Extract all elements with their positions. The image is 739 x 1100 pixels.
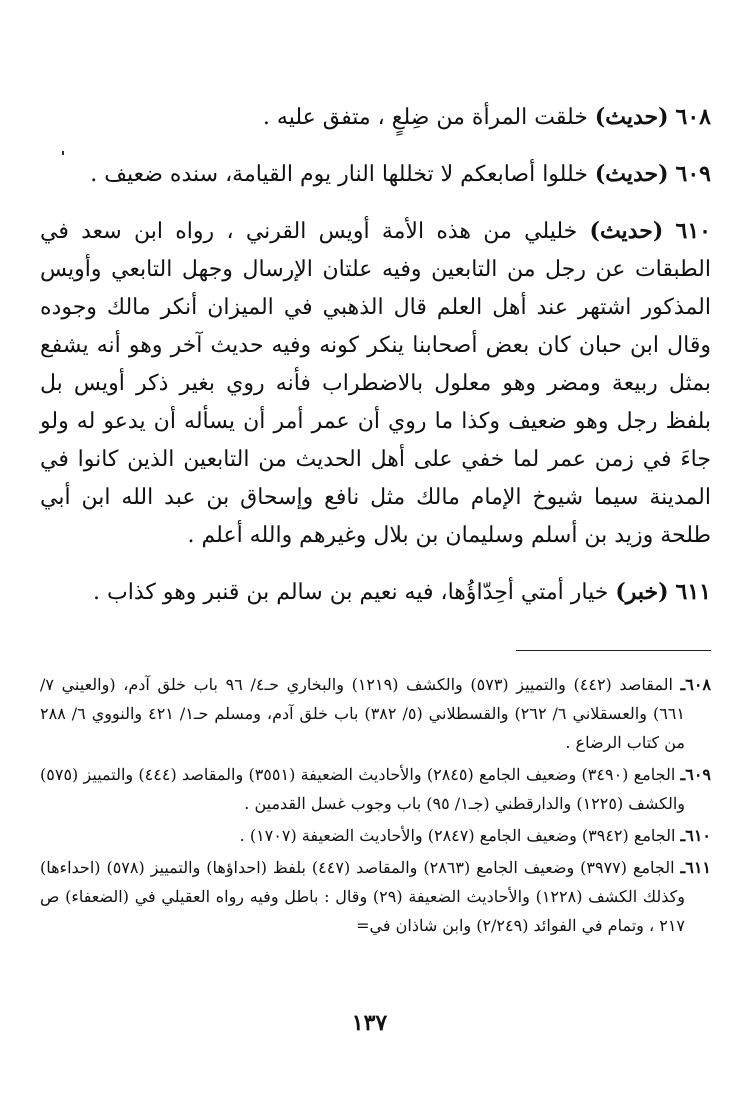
page-number: ١٣٧ — [351, 1010, 388, 1036]
footnote-608 — [40, 670, 711, 757]
footnote-text: الجامع (٣٩٧٧) وضعيف الجامع (٢٨٦٣) والمقاصد (٤٤٧) بلفظ (احداؤها) والتمييز (٥٧٨) (احداءها) وكذلك الكشف (١٢٢٨) والأحاديث الضعيفة (٢٩) وقال : باطل وفيه رواه العقيلي في (الضعفاء) ص ٢١٧ ، وتمام في الفوائد (٢/٢٤٩) وابن شاذان في= — [40, 858, 685, 935]
entry-tag: (حديث) — [594, 161, 669, 187]
entry-text: خلقت المرأة من ضِلعٍ ، متفق عليه . — [262, 105, 588, 130]
footnote-number: ٦٠٨ـ — [680, 675, 712, 694]
entry-number: ٦٠٨ — [675, 104, 711, 130]
entry-611 — [40, 573, 711, 612]
entry-text: خيار أمتي أحِدّاؤُها، فيه نعيم بن سالم بن قنبر وهو كذاب . — [93, 580, 609, 605]
footnote-611 — [40, 853, 711, 940]
main-text — [40, 98, 711, 630]
entry-609 — [40, 155, 711, 194]
footnote-text: الجامع (٣٩٤٢) وضعيف الجامع (٢٨٤٧) والأحاديث الضعيفة (١٧٠٧) . — [239, 826, 676, 845]
entry-number: ٦٠٩ — [675, 161, 711, 187]
entry-number: ٦١٠ — [675, 218, 711, 244]
footnote-text: المقاصد (٤٤٢) والتمييز (٥٧٣) والكشف (١٢١٩) والبخاري حـ٤/ ٩٦ باب خلق آدم، (والعيني ٧/ ٦٦١) والعسقلاني ٦/ ٢٦٢) والقسطلاني (٥/ ٣٨٢) باب خلق آدم، ومسلم حـ١/ ٤٢١ والنووي ٦/ ٢٨٨ من كتاب الرضاع . — [40, 675, 685, 752]
footnote-number: ٦١١ـ — [680, 858, 711, 877]
entry-610 — [40, 212, 711, 555]
entry-tag: (حديث) — [594, 104, 669, 130]
footnote-separator — [516, 650, 711, 651]
footnote-number: ٦٠٩ـ — [680, 765, 712, 784]
footnote-609 — [40, 760, 711, 818]
footnote-number: ٦١٠ـ — [680, 826, 711, 845]
entry-text: خللوا أصابعكم لا تخللها النار يوم القيامة، سنده ضعيف . — [90, 162, 588, 187]
entry-tag: (خبر) — [615, 579, 669, 605]
footnote-610 — [40, 821, 711, 850]
entry-608 — [40, 98, 711, 137]
footnotes — [40, 670, 711, 943]
footnote-text: الجامع (٣٤٩٠) وضعيف الجامع (٢٨٤٥) والأحاديث الضعيفة (٣٥٥١) والمقاصد (٤٤٤) والتمييز (٥٧٥) والكشف (١٢٢٥) والدارقطني (جـ١/ ٩٥) باب وجوب غسل القدمين . — [40, 765, 685, 813]
entry-number: ٦١١ — [675, 579, 711, 605]
entry-text: خليلي من هذه الأمة أويس القرني ، رواه ابن سعد في الطبقات عن رجل من التابعين وفيه علتان الإرسال وجهل التابعي وأويس المذكور اشتهر عند أهل العلم قال الذهبي في الميزان أنكر مالك وجوده وقال ابن حبان كان بعض أصحابنا ينكر كونه وفيه حديث آخر وهو أنه يشفع بمثل ربيعة ومضر وهو معلول بالاضطراب فأنه روي بغير ذكر أويس بل بلفظ رجل وهو ضعيف وكذا ما روي أن عمر أمر أن يسأله أن يدعو له ولو جاءَ في زمن عمر لما خفي على أهل الحديث من التابعين الذين كانوا في المدينة سيما شيوخ الإمام مالك مثل نافع وإسحاق بن عبد الله ابن أبي طلحة وزيد بن أسلم وسليمان بن بلال وغيرهم والله أعلم . — [40, 219, 711, 548]
entry-tag: (حديث) — [589, 218, 664, 244]
